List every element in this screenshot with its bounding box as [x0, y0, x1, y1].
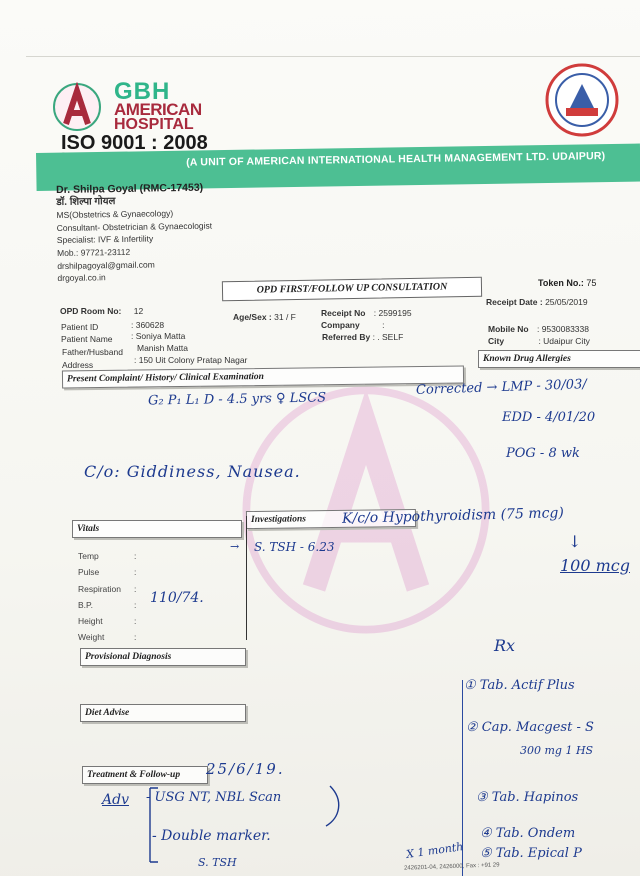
diet-advise-header: Diet Advise	[80, 704, 246, 722]
doctor-mobile: Mob.: 97721-23112	[57, 246, 131, 258]
age-sex-label: Age/Sex :	[233, 312, 272, 322]
patient-name-label: Patient Name	[61, 334, 113, 344]
city-label: City	[488, 336, 505, 346]
arrow-down: ↓	[568, 532, 582, 551]
doctor-website: drgoyal.co.in	[57, 272, 106, 284]
token-label: Token No.:	[538, 278, 584, 288]
city-value: : Udaipur City	[538, 336, 590, 346]
unit-banner-text: (A UNIT OF AMERICAN INTERNATIONAL HEALTH MANAGEMENT LTD. UDAIPUR)	[186, 150, 606, 169]
doctor-designation: Consultant- Obstetrician & Gynaecologist	[56, 220, 213, 233]
token-number	[538, 278, 596, 288]
advice-item-1: - USG NT, NBL Scan	[146, 790, 282, 805]
receipt-no-label: Receipt No	[321, 308, 366, 318]
advice-item-2: - Double marker.	[152, 828, 271, 844]
father-value: Manish Matta	[137, 343, 189, 353]
patient-id-value: : 360628	[131, 320, 165, 330]
medicine-5: ⑤ Tab. Epical P	[480, 846, 582, 861]
referred-by	[322, 332, 403, 342]
receipt-date	[486, 297, 588, 307]
tsh-result: S. TSH - 6.23	[254, 540, 335, 554]
referred-label: Referred By	[322, 332, 371, 342]
pog-note: POG - 8 wk	[506, 446, 580, 461]
patient-id-label: Patient ID	[61, 322, 99, 332]
company	[321, 320, 384, 330]
medicine-2-dose: 300 mg 1 HS	[520, 744, 594, 757]
top-divider	[26, 56, 640, 57]
form-title: OPD FIRST/FOLLOW UP CONSULTATION	[222, 277, 482, 302]
history-note: G₂ P₁ L₁ D - 4.5 yrs ♀ LSCS	[147, 390, 327, 409]
investigation-arrow: →	[230, 540, 240, 553]
company-label: Company	[321, 320, 360, 330]
medicine-4: ④ Tab. Ondem	[480, 826, 576, 841]
logo-hospital: HOSPITAL	[114, 116, 194, 133]
vital-bp: B.P. :	[78, 599, 137, 610]
medicine-3: ③ Tab. Hapinos	[476, 790, 579, 805]
age-sex	[233, 312, 296, 322]
complaint-note: C/o: Giddiness, Nausea.	[84, 462, 301, 481]
opd-room-value: 12	[133, 306, 144, 316]
vital-respiration: Respiration :	[78, 583, 137, 594]
receipt-date-label: Receipt Date :	[486, 297, 543, 307]
investigations-header: Investigations	[246, 509, 416, 529]
doctor-degree: MS(Obstetrics & Gynaecology)	[56, 208, 174, 221]
token-value: 75	[586, 278, 597, 288]
company-value: :	[382, 320, 385, 330]
lmp-note: Corrected → LMP - 30/03/	[415, 377, 587, 398]
doctor-email: drshilpagoyal@gmail.com	[57, 259, 155, 271]
known-allergies-header: Known Drug Allergies	[478, 350, 640, 368]
dose-change: 100 mcg	[560, 556, 630, 575]
footer-fax: 2426201-04, 2426000, Fax : +91 29	[403, 862, 500, 872]
address-label: Address	[62, 360, 94, 370]
address-value: : 150 Uit Colony Pratap Nagar	[134, 355, 248, 365]
doctor-name: Dr. Shilpa Goyal (RMC-17453)	[56, 181, 204, 196]
logo-gbh: GBH	[114, 78, 171, 105]
provisional-diagnosis-header: Provisional Diagnosis	[80, 648, 246, 666]
receipt-no-value: : 2599195	[373, 308, 412, 318]
hospital-logo-icon	[52, 82, 102, 132]
known-case-note: K/c/o Hypothyroidism (75 mcg)	[341, 505, 565, 527]
duration-note: X 1 month	[405, 840, 465, 861]
investigations-divider	[246, 516, 247, 640]
vitals-header: Vitals	[72, 520, 242, 538]
vital-height: Height :	[78, 616, 137, 627]
opd-room	[60, 306, 143, 316]
vital-weight: Weight :	[78, 632, 137, 643]
vital-temp: Temp :	[78, 551, 137, 561]
followup-date: 25/6/19.	[206, 760, 285, 778]
referred-value: : . SELF	[372, 332, 404, 342]
receipt-no	[321, 308, 412, 318]
opd-room-label: OPD Room No:	[60, 306, 122, 316]
doctor-info	[56, 182, 213, 285]
rx-symbol: Rx	[494, 636, 516, 655]
patient-name-value: : Soniya Matta	[131, 331, 186, 341]
doctor-name-hindi: डॉ. शिल्पा गोयल	[56, 195, 116, 208]
medicine-2: ② Cap. Macgest - S	[466, 720, 594, 735]
mobile-value: : 9530083338	[536, 324, 589, 334]
city	[488, 336, 590, 346]
advice-bracket-icon	[140, 782, 350, 872]
age-sex-value: 31 / F	[274, 312, 296, 322]
nabh-seal-icon	[544, 62, 620, 138]
vitals-list	[78, 548, 137, 646]
receipt-date-value: 25/05/2019	[545, 297, 588, 307]
medicine-1: ① Tab. Actif Plus	[464, 678, 575, 693]
logo-american: AMERICAN	[114, 100, 202, 119]
doctor-specialist: Specialist: IVF & Infertility	[56, 233, 154, 246]
iso-certification: ISO 9001 : 2008	[61, 132, 208, 154]
advice-label: Adv	[102, 792, 129, 808]
father-label: Father/Husband	[62, 347, 123, 357]
mobile-label: Mobile No	[488, 324, 529, 334]
vital-pulse: Pulse :	[78, 567, 137, 578]
complaint-header: Present Complaint/ History/ Clinical Examination	[62, 366, 464, 389]
advice-item-3: S. TSH	[198, 856, 237, 869]
mobile	[488, 324, 589, 334]
bp-value: 110/74.	[150, 590, 204, 606]
treatment-header: Treatment & Follow-up	[82, 766, 208, 784]
edd-note: EDD - 4/01/20	[502, 410, 596, 425]
